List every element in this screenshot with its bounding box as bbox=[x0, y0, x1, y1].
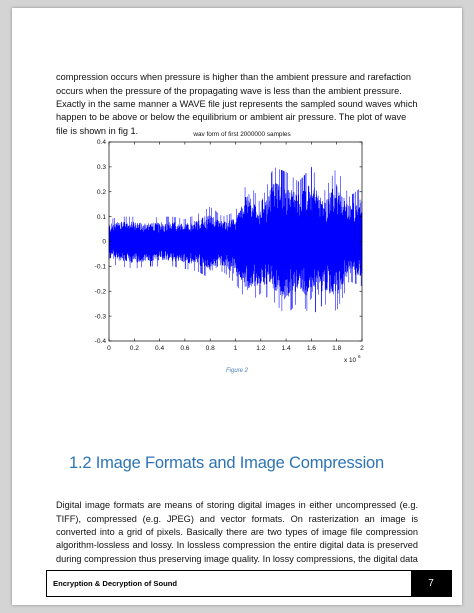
x-multiplier-exponent: 6 bbox=[358, 354, 361, 359]
x-tick-label: 1.4 bbox=[281, 345, 291, 352]
y-tick-label: 0.2 bbox=[96, 188, 106, 196]
x-tick-label: 0 bbox=[107, 345, 111, 352]
x-tick-label: 0.8 bbox=[205, 345, 215, 352]
page-number: 7 bbox=[411, 571, 451, 596]
x-tick-label: 1.6 bbox=[306, 345, 316, 352]
x-tick-label: 1 bbox=[233, 345, 238, 352]
footer-title: Encryption & Decryption of Sound bbox=[53, 579, 178, 588]
figure-caption: Figure 2 bbox=[225, 368, 248, 374]
waveform-series bbox=[109, 167, 362, 312]
y-tick-label: -0.2 bbox=[94, 288, 106, 296]
paragraph-wave-description: compression occurs when pressure is higher than the ambient pressure and rarefaction occurs when the pressure of the propagating wave is less than the ambient pressure. Exactly in the same manner a WAVE file just represents the sampled sound waves which happen to be above or below the equilibrium or ambient air pressure. The plot of wave file is shown in fig 1. bbox=[56, 72, 418, 136]
x-tick-label: 1.2 bbox=[256, 345, 266, 352]
y-tick-label: -0.4 bbox=[94, 338, 106, 346]
y-tick-label: 0.3 bbox=[96, 164, 106, 172]
y-tick-label: 0 bbox=[102, 238, 106, 246]
x-tick-label: 1.8 bbox=[332, 345, 342, 352]
document-page bbox=[12, 8, 462, 605]
y-tick-label: 0.1 bbox=[96, 213, 106, 221]
x-tick-label: 0.2 bbox=[129, 345, 139, 352]
x-tick-label: 2 bbox=[360, 345, 364, 352]
paragraph-image-formats: Digital image formats are means of storing digital images in either uncompressed (e.g. TIFF), compressed (e.g. JPEG) and vector formats. On rasterization an image is converted into a grid of pixels. Basically there are two types of image file compression algorithm-lossless and lossy. In lossless compression the entire digital data is preserved during compression thus preserving image quality. In lossy compressions, the digital data bbox=[56, 500, 418, 564]
y-tick-label: -0.1 bbox=[94, 263, 106, 271]
y-tick-label: -0.3 bbox=[94, 313, 106, 321]
x-tick-label: 0.4 bbox=[155, 345, 165, 352]
page-footer bbox=[46, 570, 452, 597]
waveform-chart bbox=[76, 126, 386, 366]
y-tick-label: 0.4 bbox=[96, 139, 106, 147]
x-multiplier-label: x 10 bbox=[344, 357, 357, 364]
section-heading: 1.2 Image Formats and Image Compression bbox=[69, 454, 385, 472]
chart-title: wav form of first 2000000 samples bbox=[193, 131, 291, 138]
x-tick-label: 0.6 bbox=[180, 345, 190, 352]
plot-area bbox=[109, 167, 362, 312]
